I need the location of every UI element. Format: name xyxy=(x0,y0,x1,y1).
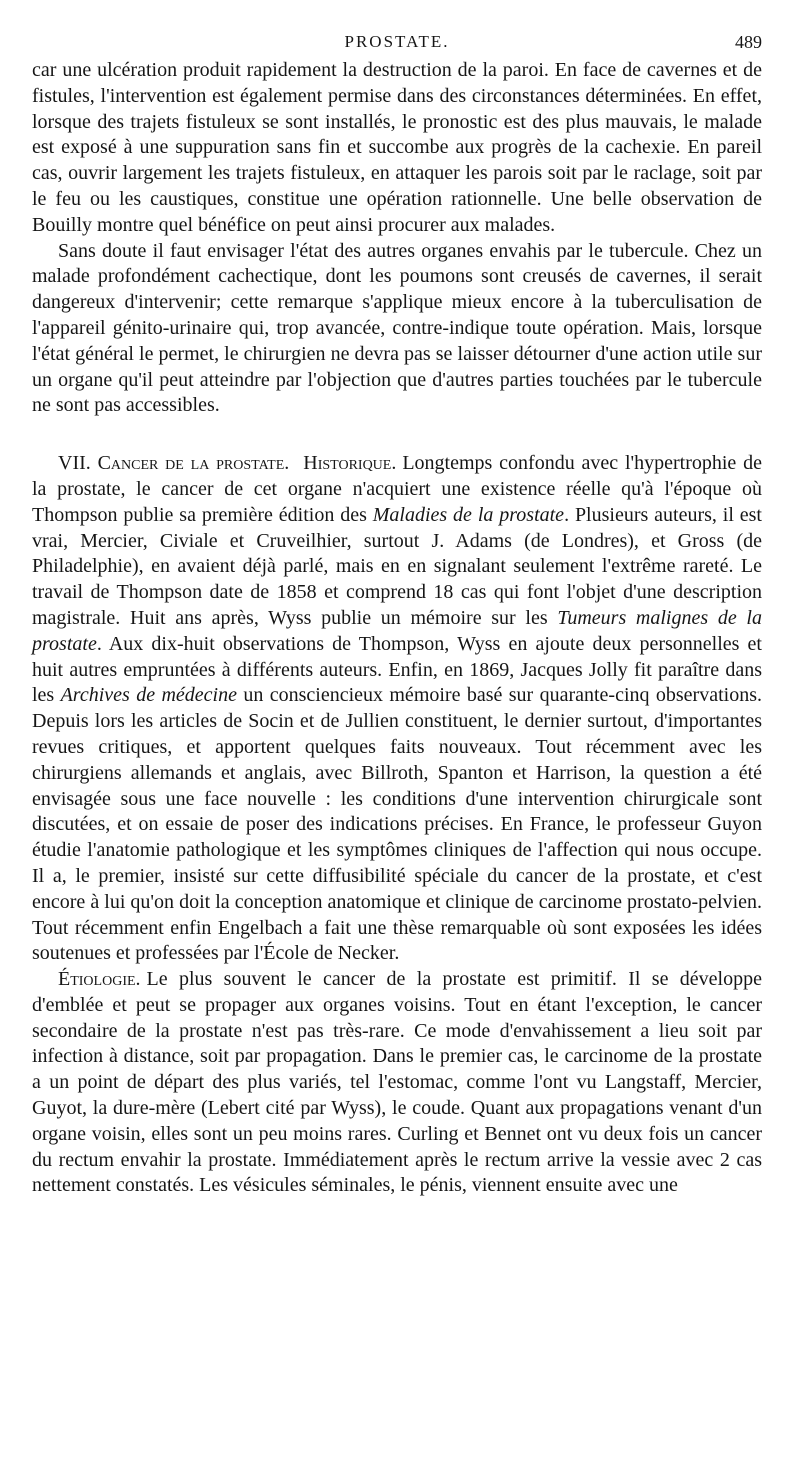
etiologie-text: Le plus souvent le cancer de la prostate est primitif. Il se développe d'emblée et peut se propager aux organes voisins. Tout en étant l'exception, le cancer secondaire de la prostate n'est pas très-rare. Ce mode d'envahissement a lieu soit par infection à distance, soit par propagation. Dans le premier cas, le carcinome de la prostate a un point de départ des plus variés, tel l'estomac, comme l'ont vu Langstaff, Mercier, Guyot, la dure-mère (Lebert cité par Wyss), le coude. Quant aux propagations venant d'un organe voisin, elles sont un peu moins rares. Curling et Bennet ont vu deux fois un cancer du rectum envahir la prostate. Immédiatement après le rectum arrive la vessie avec 2 cas nettement constatés. Les vésicules séminales, le pénis, viennent ensuite avec une xyxy=(32,968,762,1197)
title-tumeurs-malignes: Tumeurs malignes de la prostate xyxy=(32,606,762,655)
paragraph-continuation: car une ulcération produit rapidement la destruction de la paroi. En face de cavernes et de fistules, l'intervention est également permise dans des circonstances déterminées. En effet, lorsque des trajets fistuleux se sont installés, le pronostic est des plus mauvais, le malade est exposé à une suppuration sans fin et succombe aux progrès de la cachexie. En pareil cas, ouvrir largement les trajets fistuleux, en attaquer les parois soit par le raclage, soit par le feu ou les caustiques, constitue une opération rationnelle. Une belle observation de Bouilly montre quel bénéfice on peut ainsi procurer aux malades. xyxy=(32,59,762,236)
body-text xyxy=(32,58,762,1199)
historique-text-3: . Aux dix-huit observations de Thompson, Wyss en ajoute deux personnelles et huit autres empruntées à différents auteurs. Enfin, en 1869, Jacques Jolly fit paraître dans les xyxy=(32,632,762,707)
section-subheading: Historique. xyxy=(303,452,397,475)
section-gap xyxy=(32,419,762,451)
running-head xyxy=(32,32,762,58)
page-number: 489 xyxy=(735,32,762,52)
historique-text-1: Longtemps confondu avec l'hypertrophie de la prostate, le cancer de cet organe n'acquiert une existence réelle qu'à l'époque où Thompson publie sa première édition des xyxy=(32,452,762,526)
historique-text-2: . Plusieurs auteurs, il est vrai, Mercier, Civiale et Cruveilhier, surtout J. Adams (de Londres), et Gross (de Philadelphie), en avaient déjà parlé, mais en en signalant seulement l'extrême rareté. Le travail de Thompson date de 1858 et comprend 18 cas qui font l'objet d'une description magistrale. Huit ans après, Wyss publie un mémoire sur les xyxy=(32,503,762,629)
paragraph-tubercule: Sans doute il faut envisager l'état des autres organes envahis par le tubercule. Chez un malade profondément cachectique, dont les poumons sont creusés de cavernes, il serait dangereux d'intervenir; cette remarque s'applique mieux encore à la tuberculisation de l'appareil génito-urinaire qui, trop avancée, contre-indique toute opération. Mais, lorsque l'état général le permet, le chirurgien ne devra pas se laisser détourner d'une action utile sur un organe qu'il peut atteindre par l'objection que d'autres parties touchées par le tubercule ne sont pas accessibles. xyxy=(32,239,762,417)
historique-text-4: un consciencieux mémoire basé sur quarante-cinq observations. Depuis lors les articles de Socin et de Jullien constituent, le dernier surtout, d'importantes revues critiques, et apportent quelques faits nouveaux. Tout récemment avec les chirurgiens allemands et anglais, avec Billroth, Spanton et Harrison, la question a été envisagée sous une face nouvelle : les conditions d'une intervention chirurgicale sont discutées, et on essaie de poser des indications précises. En France, le professeur Guyon étudie l'anatomie pathologique et les symptômes cliniques de l'affection qui nous occupe. Il a, le premier, insisté sur cette diffusibilité spéciale du cancer de la prostate, et c'est encore à lui qu'on doit la conception anatomique et clinique de carcinome prostato-pelvien. Tout récemment enfin Engelbach a fait une thèse remarquable où sont exposées les idées soutenues et professées par l'École de Necker. xyxy=(32,684,762,965)
section-vii-paragraph xyxy=(32,451,762,967)
title-archives-medecine: Archives de médecine xyxy=(60,684,237,707)
running-title: PROSTATE. xyxy=(344,32,450,51)
section-heading: VII. Cancer de la prostate. xyxy=(58,452,290,475)
etiologie-heading: Étiologie. xyxy=(58,968,141,991)
title-maladies-prostate: Maladies de la prostate xyxy=(372,503,565,526)
etiologie-paragraph xyxy=(32,967,762,1199)
